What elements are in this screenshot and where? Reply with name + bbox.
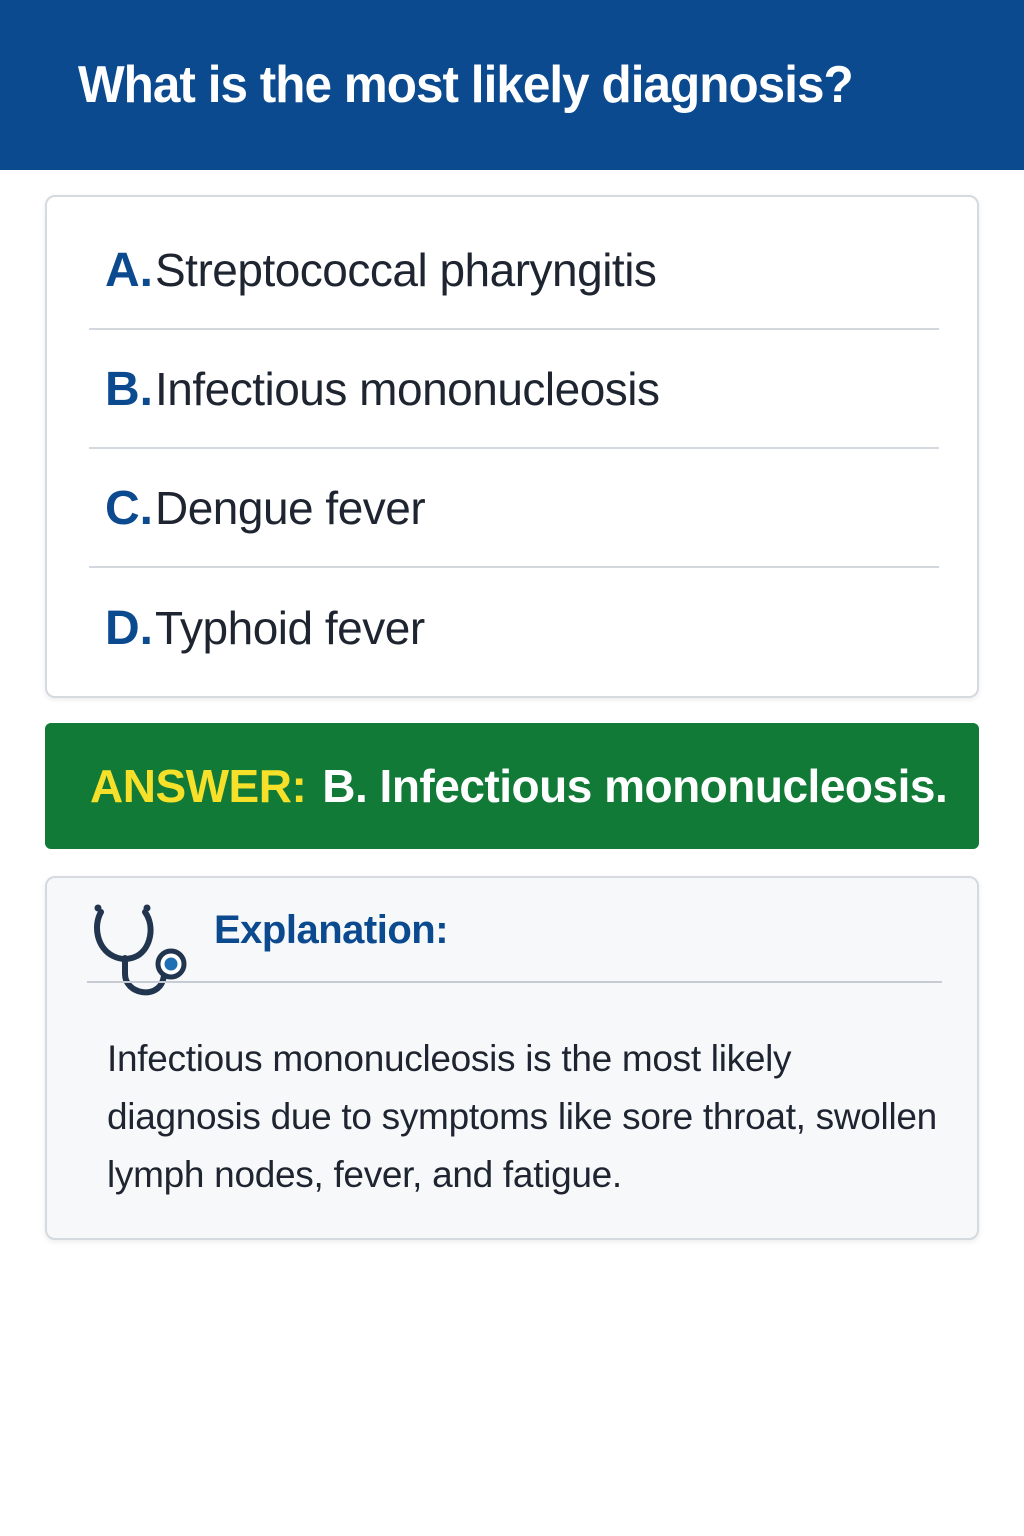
question-header	[0, 0, 1024, 170]
option-text: Streptococcal pharyngitis	[155, 244, 657, 296]
stethoscope-icon	[87, 896, 199, 1008]
option-c[interactable]	[89, 450, 939, 568]
options-card	[45, 195, 979, 698]
option-a[interactable]	[89, 212, 939, 330]
answer-text: B. Infectious mononucleosis.	[322, 760, 948, 812]
answer-bar	[45, 723, 979, 849]
option-text: Infectious mononucleosis	[155, 363, 660, 415]
explanation-heading: Explanation:	[214, 908, 449, 952]
option-b[interactable]	[89, 331, 939, 449]
option-d[interactable]	[89, 569, 939, 687]
answer-label: ANSWER:	[90, 760, 307, 812]
option-text: Typhoid fever	[155, 602, 425, 654]
explanation-body: Infectious mononucleosis is the most likely diagnosis due to symptoms like sore throat, swollen lymph nodes, fever, and fatigue.	[107, 1038, 937, 1195]
option-letter: C.	[105, 481, 153, 535]
question-title: What is the most likely diagnosis?	[78, 56, 853, 114]
option-letter: B.	[105, 362, 153, 416]
option-text: Dengue fever	[155, 482, 426, 534]
option-letter: D.	[105, 601, 153, 655]
option-letter: A.	[105, 243, 153, 297]
explanation-card	[45, 876, 979, 1240]
explanation-divider	[87, 981, 942, 983]
